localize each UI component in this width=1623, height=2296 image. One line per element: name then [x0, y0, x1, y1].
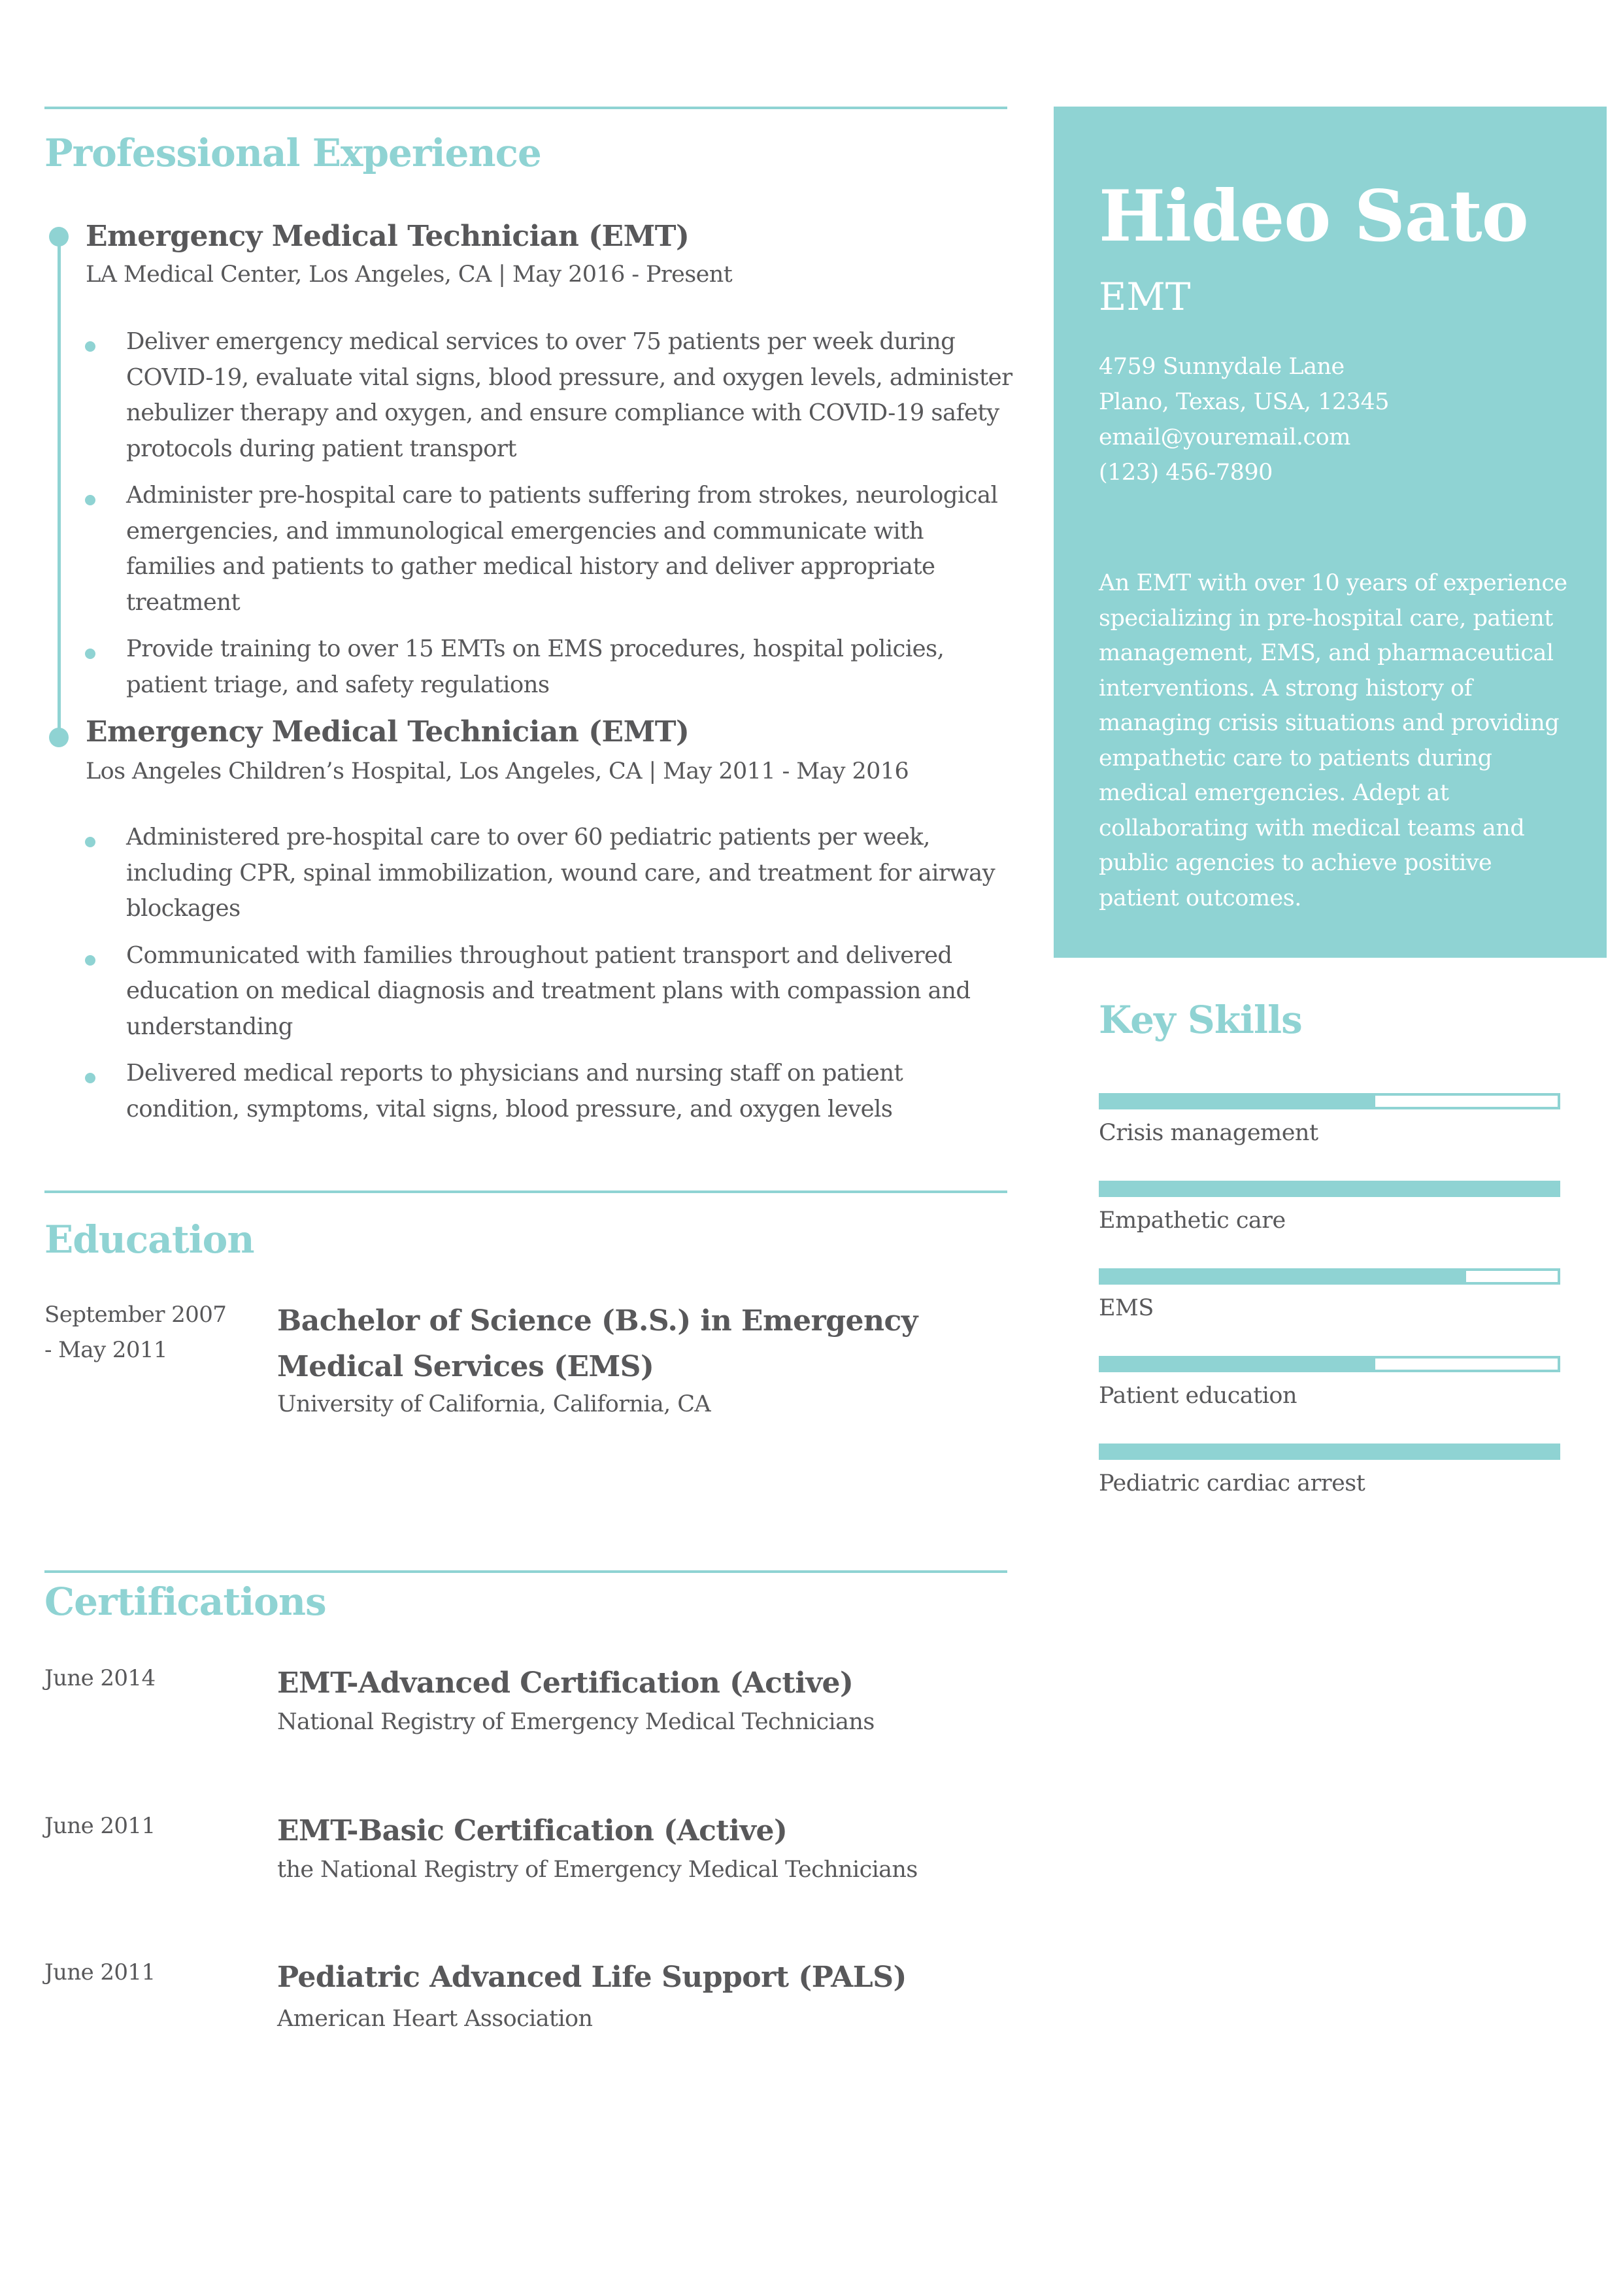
cert-name: Pediatric Advanced Life Support (PALS): [277, 1961, 907, 1994]
skill-level-bar: [1099, 1356, 1560, 1372]
skill-item: [1099, 1268, 1560, 1321]
skill-label: Crisis management: [1099, 1120, 1318, 1146]
job-title: Emergency Medical Technician (EMT): [86, 220, 690, 253]
school-name: University of California, California, CA: [277, 1391, 711, 1417]
skill-label: Empathetic care: [1099, 1207, 1286, 1234]
cert-name: EMT-Basic Certification (Active): [277, 1814, 788, 1848]
skill-level-fill: [1101, 1096, 1375, 1107]
skill-level-fill: [1101, 1271, 1466, 1282]
list-item: Provide training to over 15 EMTs on EMS procedures, hospital policies, patient triage, and safety regulations: [85, 632, 1013, 703]
list-item: Administer pre-hospital care to patients suffering from strokes, neurological emergencies, and immunological emergencies and communicate with families and patients to gather medical history and deliver appropriate treatment: [85, 478, 1013, 620]
skill-level-bar: [1099, 1443, 1560, 1460]
skill-item: [1099, 1356, 1560, 1409]
contact-info: [1099, 349, 1389, 490]
skill-label: Pediatric cardiac arrest: [1099, 1470, 1365, 1496]
skill-item: [1099, 1181, 1560, 1234]
skill-label: Patient education: [1099, 1383, 1297, 1409]
cert-issuer: American Heart Association: [277, 2006, 593, 2032]
cert-issuer: the National Registry of Emergency Medical Technicians: [277, 1857, 918, 1883]
section-divider: [44, 1570, 1007, 1573]
skill-level-fill: [1101, 1446, 1558, 1457]
job-bullets: [85, 324, 1013, 714]
skill-label: EMS: [1099, 1295, 1154, 1321]
phone-number: (123) 456-7890: [1099, 460, 1273, 486]
section-divider: [44, 1190, 1007, 1193]
profile-summary: An EMT with over 10 years of experience specializing in pre-hospital care, patient management, EMS, and pharmaceutical interventions. A strong history of managing crisis situations and providing empathetic care to patients during medical emergencies. Adept at collaborating with medical teams and public agencies to achieve positive patient outcomes.: [1099, 570, 1567, 911]
skill-level-bar: [1099, 1093, 1560, 1109]
bullet-dot-icon: [85, 1073, 95, 1083]
section-divider: [44, 107, 1007, 109]
timeline-line: [58, 237, 61, 743]
bullet-dot-icon: [85, 649, 95, 659]
bullet-dot-icon: [85, 837, 95, 847]
address-line-2: Plano, Texas, USA, 12345: [1099, 389, 1389, 415]
list-item: Deliver emergency medical services to over 75 patients per week during COVID-19, evaluate vital signs, blood pressure, and oxygen levels, administer nebulizer therapy and oxygen, and ensure compliance with COVID-19 safety protocols during patient transport: [85, 324, 1013, 467]
email-link[interactable]: email@youremail.com: [1099, 424, 1350, 450]
address-line-1: 4759 Sunnydale Lane: [1099, 354, 1345, 380]
skill-level-bar: [1099, 1268, 1560, 1285]
candidate-name: Hideo Sato: [1099, 175, 1528, 258]
skill-level-fill: [1101, 1183, 1558, 1194]
cert-date: June 2014: [44, 1665, 156, 1691]
cert-issuer: National Registry of Emergency Medical Technicians: [277, 1709, 875, 1735]
job-bullets: [85, 820, 1013, 1138]
skills-heading: Key Skills: [1099, 998, 1302, 1042]
skill-level-fill: [1101, 1359, 1375, 1370]
skill-level-bar: [1099, 1181, 1560, 1197]
cert-date: June 2011: [44, 1813, 156, 1839]
bullet-dot-icon: [85, 341, 95, 352]
candidate-role: EMT: [1099, 275, 1191, 319]
timeline-dot-icon: [49, 728, 69, 747]
timeline-dot-icon: [49, 227, 69, 246]
job-title: Emergency Medical Technician (EMT): [86, 715, 690, 749]
certifications-heading: Certifications: [44, 1579, 326, 1624]
education-heading: Education: [44, 1217, 254, 1262]
cert-date: June 2011: [44, 1959, 156, 1985]
list-item: Administered pre-hospital care to over 60 pediatric patients per week, including CPR, spinal immobilization, wound care, and treatment for airway blockages: [85, 820, 1013, 927]
list-item: Communicated with families throughout patient transport and delivered education on medical diagnosis and treatment plans with compassion and understanding: [85, 938, 1013, 1045]
job-meta: LA Medical Center, Los Angeles, CA | May 2016 - Present: [86, 262, 733, 288]
job-meta: Los Angeles Children’s Hospital, Los Angeles, CA | May 2011 - May 2016: [86, 758, 909, 785]
skill-item: [1099, 1443, 1560, 1496]
cert-name: EMT-Advanced Certification (Active): [277, 1666, 854, 1700]
bullet-dot-icon: [85, 955, 95, 966]
bullet-dot-icon: [85, 495, 95, 505]
experience-heading: Professional Experience: [44, 131, 541, 175]
skill-item: [1099, 1093, 1560, 1146]
degree-title: Bachelor of Science (B.S.) in Emergency Medical Services (EMS): [277, 1304, 918, 1383]
education-date: September 2007 - May 2011: [44, 1302, 227, 1363]
list-item: Delivered medical reports to physicians and nursing staff on patient condition, symptoms, vital signs, blood pressure, and oxygen levels: [85, 1056, 1013, 1127]
